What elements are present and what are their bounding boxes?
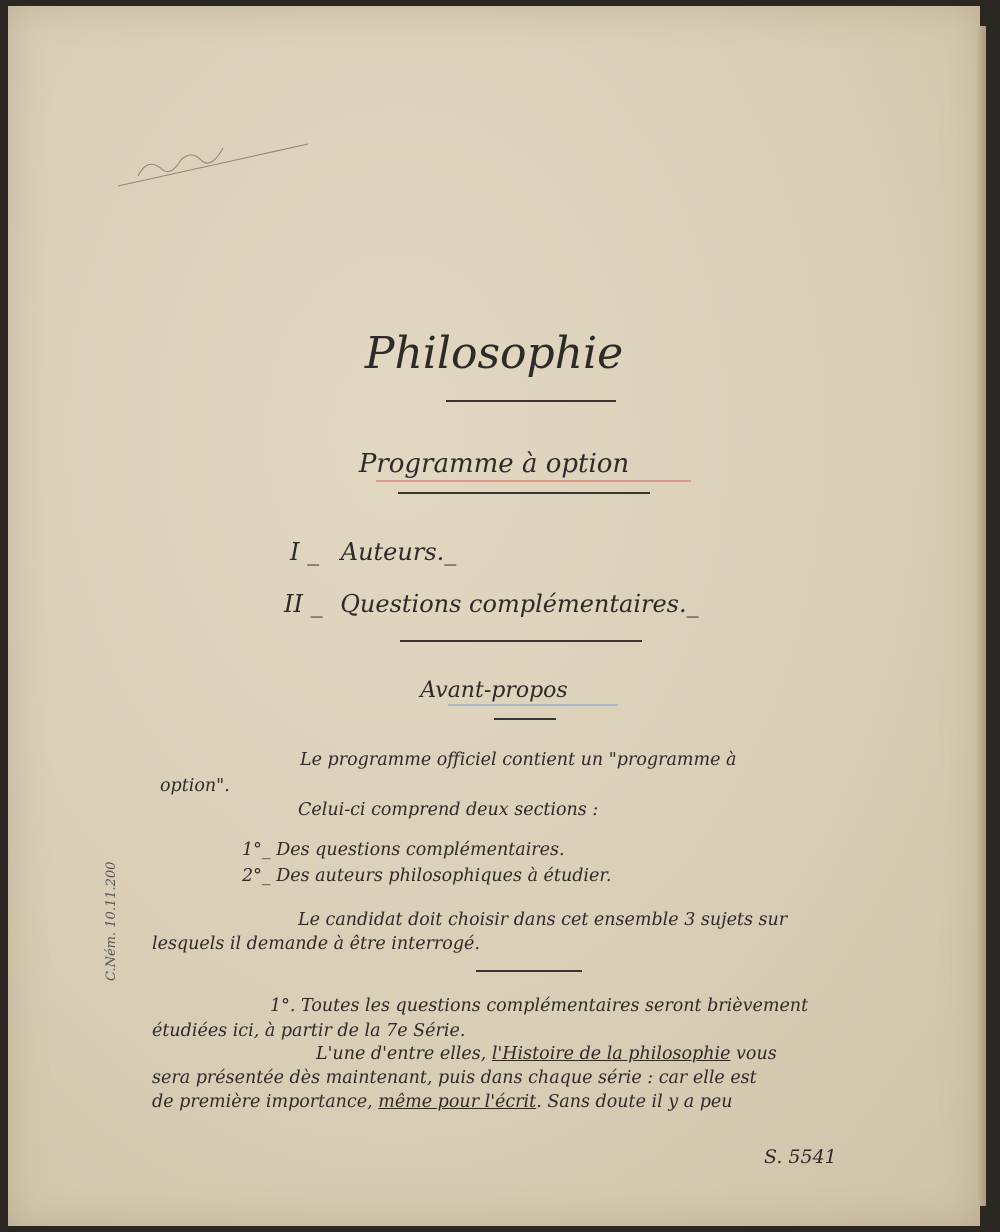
line-part: vous — [736, 1044, 777, 1064]
line-part: de première importance, — [152, 1092, 373, 1112]
toc-item-1-number: I _ — [290, 538, 320, 566]
paragraph-line: Celui-ci comprend deux sections : — [298, 800, 599, 820]
list-line: 2°_ Des auteurs philosophiques à étudier. — [242, 866, 612, 886]
pencil-scribble-mark — [118, 136, 318, 196]
subtitle-red-underline — [376, 480, 691, 482]
paragraph-line — [152, 1092, 733, 1112]
margin-note: C.Ném. 10.11.200 — [104, 861, 119, 981]
section-rule — [494, 718, 556, 720]
section-title: Avant-propos — [420, 678, 568, 703]
subtitle-rule — [398, 492, 650, 494]
toc-rule — [400, 640, 642, 642]
toc-item-1 — [290, 538, 456, 566]
toc-item-2-number: II _ — [284, 590, 323, 618]
underlined-phrase: même pour l'écrit — [378, 1092, 537, 1112]
paragraph-line: étudiées ici, à partir de la 7e Série. — [152, 1021, 466, 1041]
line-part: L'une d'entre elles, — [316, 1044, 487, 1064]
list-line: 1°_ Des questions complémentaires. — [242, 840, 565, 860]
toc-item-1-label: Auteurs._ — [340, 538, 457, 566]
paragraph-line: option". — [160, 776, 230, 796]
paragraph-rule — [476, 970, 582, 972]
document-page — [8, 6, 980, 1226]
line-part: . Sans doute il y a peu — [536, 1092, 733, 1112]
toc-item-2 — [284, 590, 699, 618]
paragraph-line: sera présentée dès maintenant, puis dans chaque série : car elle est — [152, 1068, 757, 1088]
shelfmark: S. 5541 — [764, 1146, 837, 1168]
underlined-phrase: l'Histoire de la philosophie — [491, 1044, 731, 1064]
paragraph-line — [316, 1044, 777, 1064]
paragraph-line: lesquels il demande à être interrogé. — [152, 934, 480, 954]
page-title: Philosophie — [364, 328, 624, 379]
section-blue-underline — [448, 704, 618, 706]
paragraph-line: 1°. Toutes les questions complémentaires seront brièvement — [270, 996, 809, 1016]
toc-item-2-label: Questions complémentaires._ — [340, 590, 699, 618]
page-subtitle: Programme à option — [358, 449, 630, 479]
paragraph-line: Le candidat doit choisir dans cet ensemble 3 sujets sur — [298, 910, 788, 930]
page-edge — [976, 26, 986, 1206]
title-underline — [446, 400, 616, 402]
paragraph-line: Le programme officiel contient un "programme à — [300, 750, 737, 770]
